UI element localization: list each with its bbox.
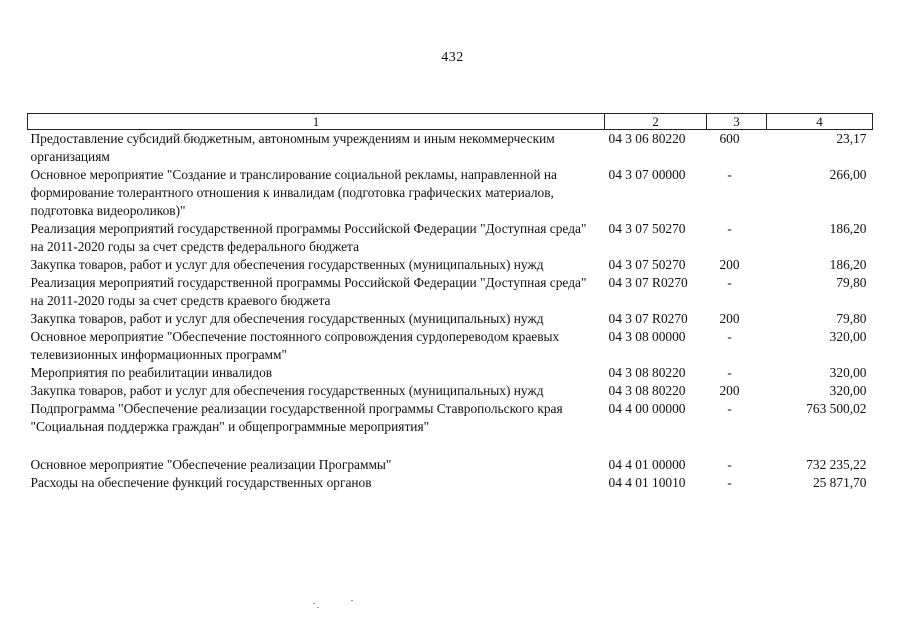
row-name: Мероприятия по реабилитации инвалидов (30, 365, 273, 380)
row-name: Основное мероприятие "Обеспечение постоянного сопровождения сурдопереводом краевых телевизионных информационных программ" (30, 329, 560, 362)
row-code: 04 4 01 10010 (608, 475, 686, 490)
row-code: 04 3 08 80220 (608, 365, 686, 380)
row-amount: 186,20 (829, 257, 867, 272)
table-row (28, 130, 873, 167)
row-type: - (727, 401, 732, 416)
row-amount: 320,00 (829, 383, 867, 398)
table-row (28, 166, 873, 220)
row-name: Закупка товаров, работ и услуг для обеспечения государственных (муниципальных) нужд (30, 257, 544, 272)
row-type: - (727, 275, 732, 290)
table-row (28, 274, 873, 310)
row-code: 04 3 07 R0270 (608, 311, 688, 326)
row-name: Расходы на обеспечение функций государственных органов (30, 475, 372, 490)
row-code: 04 3 07 R0270 (608, 275, 688, 290)
row-amount: 266,00 (829, 167, 867, 182)
row-amount: 763 500,02 (806, 401, 867, 416)
scan-speck (351, 600, 353, 601)
budget-table (27, 113, 873, 492)
row-type: 600 (719, 131, 740, 146)
column-header-type: 3 (707, 114, 767, 130)
row-type: - (727, 329, 732, 344)
row-type: - (727, 221, 732, 236)
row-name: Закупка товаров, работ и услуг для обеспечения государственных (муниципальных) нужд (30, 311, 544, 326)
column-header-code: 2 (605, 114, 707, 130)
scan-speck (317, 607, 319, 608)
row-name: Реализация мероприятий государственной программы Российской Федерации "Доступная среда" на 2011-2020 годы за счет средств краевого бюджета (30, 275, 587, 308)
row-amount: 320,00 (829, 365, 867, 380)
row-name: Основное мероприятие "Обеспечение реализации Программы" (30, 457, 392, 472)
row-type: 200 (719, 383, 740, 398)
column-header-name: 1 (28, 114, 605, 130)
table-row (28, 256, 873, 274)
row-amount: 186,20 (829, 221, 867, 236)
row-type: - (727, 365, 732, 380)
row-name: Закупка товаров, работ и услуг для обеспечения государственных (муниципальных) нужд (30, 383, 544, 398)
page-number: 432 (441, 50, 464, 65)
row-code: 04 4 01 00000 (608, 457, 686, 472)
table-row (28, 310, 873, 328)
row-code: 04 3 08 80220 (608, 383, 686, 398)
table-row (28, 456, 873, 474)
table-row (28, 382, 873, 400)
row-code: 04 3 08 00000 (608, 329, 686, 344)
row-amount: 79,80 (836, 275, 867, 290)
row-name: Основное мероприятие "Создание и транслирование социальной рекламы, направленной на формирование толерантного отношения к инвалидам (подготовка графических материалов, подготовка видеороликов)" (30, 167, 557, 218)
scan-speck (313, 603, 315, 604)
row-code: 04 3 07 50270 (608, 221, 686, 236)
row-type: - (727, 167, 732, 182)
table-row (28, 400, 873, 456)
table-row (28, 220, 873, 256)
row-type: - (727, 475, 732, 490)
row-amount: 25 871,70 (812, 475, 867, 490)
row-code: 04 3 06 80220 (608, 131, 686, 146)
row-type: - (727, 457, 732, 472)
row-code: 04 3 07 50270 (608, 257, 686, 272)
column-header-amount: 4 (767, 114, 873, 130)
row-name: Реализация мероприятий государственной программы Российской Федерации "Доступная среда" на 2011-2020 годы за счет средств федерального бюджета (30, 221, 587, 254)
table-header-row (28, 114, 873, 130)
row-type: 200 (719, 311, 740, 326)
row-amount: 320,00 (829, 329, 867, 344)
row-amount: 79,80 (836, 311, 867, 326)
table-row (28, 364, 873, 382)
row-amount: 732 235,22 (806, 457, 867, 472)
table-row (28, 328, 873, 364)
row-name: Предоставление субсидий бюджетным, автономным учреждениям и иным некоммерческим организациям (30, 131, 555, 164)
row-name: Подпрограмма "Обеспечение реализации государственной программы Ставропольского края "Социальная поддержка граждан" и общепрограммные мероприятия" (30, 401, 563, 434)
row-type: 200 (719, 257, 740, 272)
row-code: 04 3 07 00000 (608, 167, 686, 182)
row-code: 04 4 00 00000 (608, 401, 686, 416)
row-amount: 23,17 (836, 131, 867, 146)
table-row (28, 474, 873, 492)
